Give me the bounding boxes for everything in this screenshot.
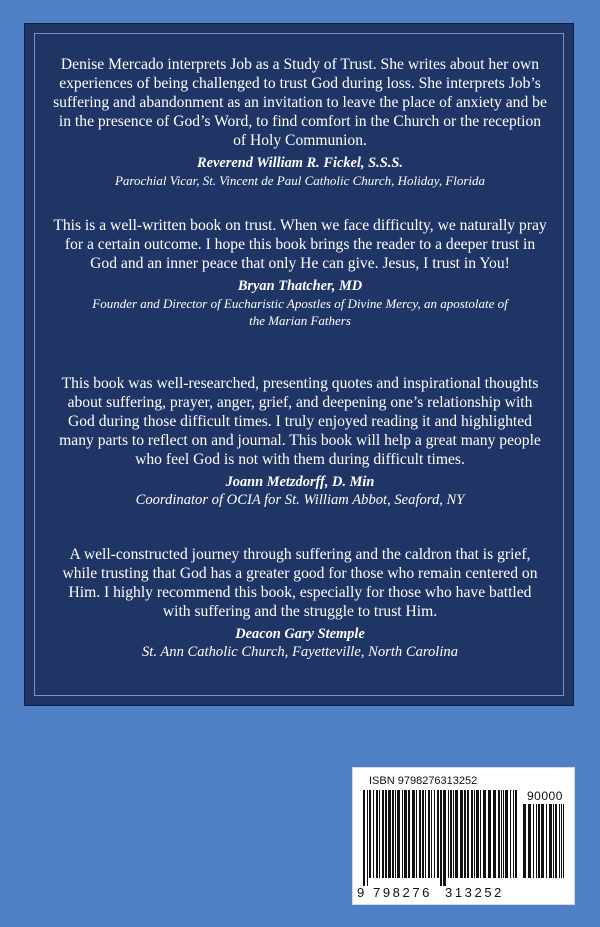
review-text: This book was well-researched, presenting quotes and inspirational thoughts about suffering, prayer, anger, grief, and deepening one’s relationship with God during those difficult times. I truly enjoyed reading it and highlighted many parts to reflect on and journal. This book will help a great many people who feel God is not with them during difficult times. xyxy=(59,375,541,468)
addon-number: 90000 xyxy=(527,789,563,803)
barcode-digits-left: 798276 xyxy=(373,885,432,900)
reviewer-name: Joann Metzdorff, D. Min xyxy=(225,473,375,490)
reviewer-title: St. Ann Catholic Church, Fayetteville, North Carolina xyxy=(141,643,459,660)
isbn-label: ISBN 9798276313252 xyxy=(369,775,478,787)
reviewer-name: Deacon Gary Stemple xyxy=(235,625,365,642)
review-text: This is a well-written book on trust. When we face difficulty, we naturally pray for a certain outcome. I hope this book brings the reader to a deeper trust in God and an inner peace that only He can give. Jesus, I trust in You! xyxy=(53,217,547,272)
reviewer-title: Coordinator of OCIA for St. William Abbot, Seaford, NY xyxy=(135,491,465,508)
review-text: Denise Mercado interprets Job as a Study of Trust. She writes about her own experiences of being challenged to trust God during loss. She interprets Job’s suffering and abandonment as an invitation to leave the place of anxiety and be in the presence of God’s Word, to find comfort in the Church or the reception of Holy Communion. xyxy=(53,56,547,149)
endorsements-panel xyxy=(24,23,574,706)
barcode-digit-lead: 9 xyxy=(357,885,365,900)
review-4 xyxy=(53,546,547,661)
reviewer-title: Founder and Director of Eucharistic Apostles of Divine Mercy, an apostolate of the Marian Fathers xyxy=(92,295,508,328)
review-text: A well-constructed journey through suffering and the caldron that is grief, while trusting that God has a greater good for those who remain centered on Him. I highly recommend this book, especially for those who have battled with suffering and the struggle to trust Him. xyxy=(62,546,538,620)
reviewer-name: Bryan Thatcher, MD xyxy=(237,277,363,294)
addon-barcode-bars xyxy=(523,804,567,886)
isbn-barcode xyxy=(352,767,575,905)
review-3 xyxy=(53,375,547,509)
reviewer-title: Parochial Vicar, St. Vincent de Paul Catholic Church, Holiday, Florida xyxy=(114,172,486,188)
barcode-digits-right: 313252 xyxy=(445,885,504,900)
reviewer-name: Reverend William R. Fickel, S.S.S. xyxy=(197,154,403,171)
review-2 xyxy=(53,217,547,329)
review-1 xyxy=(53,56,547,189)
barcode-bars xyxy=(363,790,518,886)
